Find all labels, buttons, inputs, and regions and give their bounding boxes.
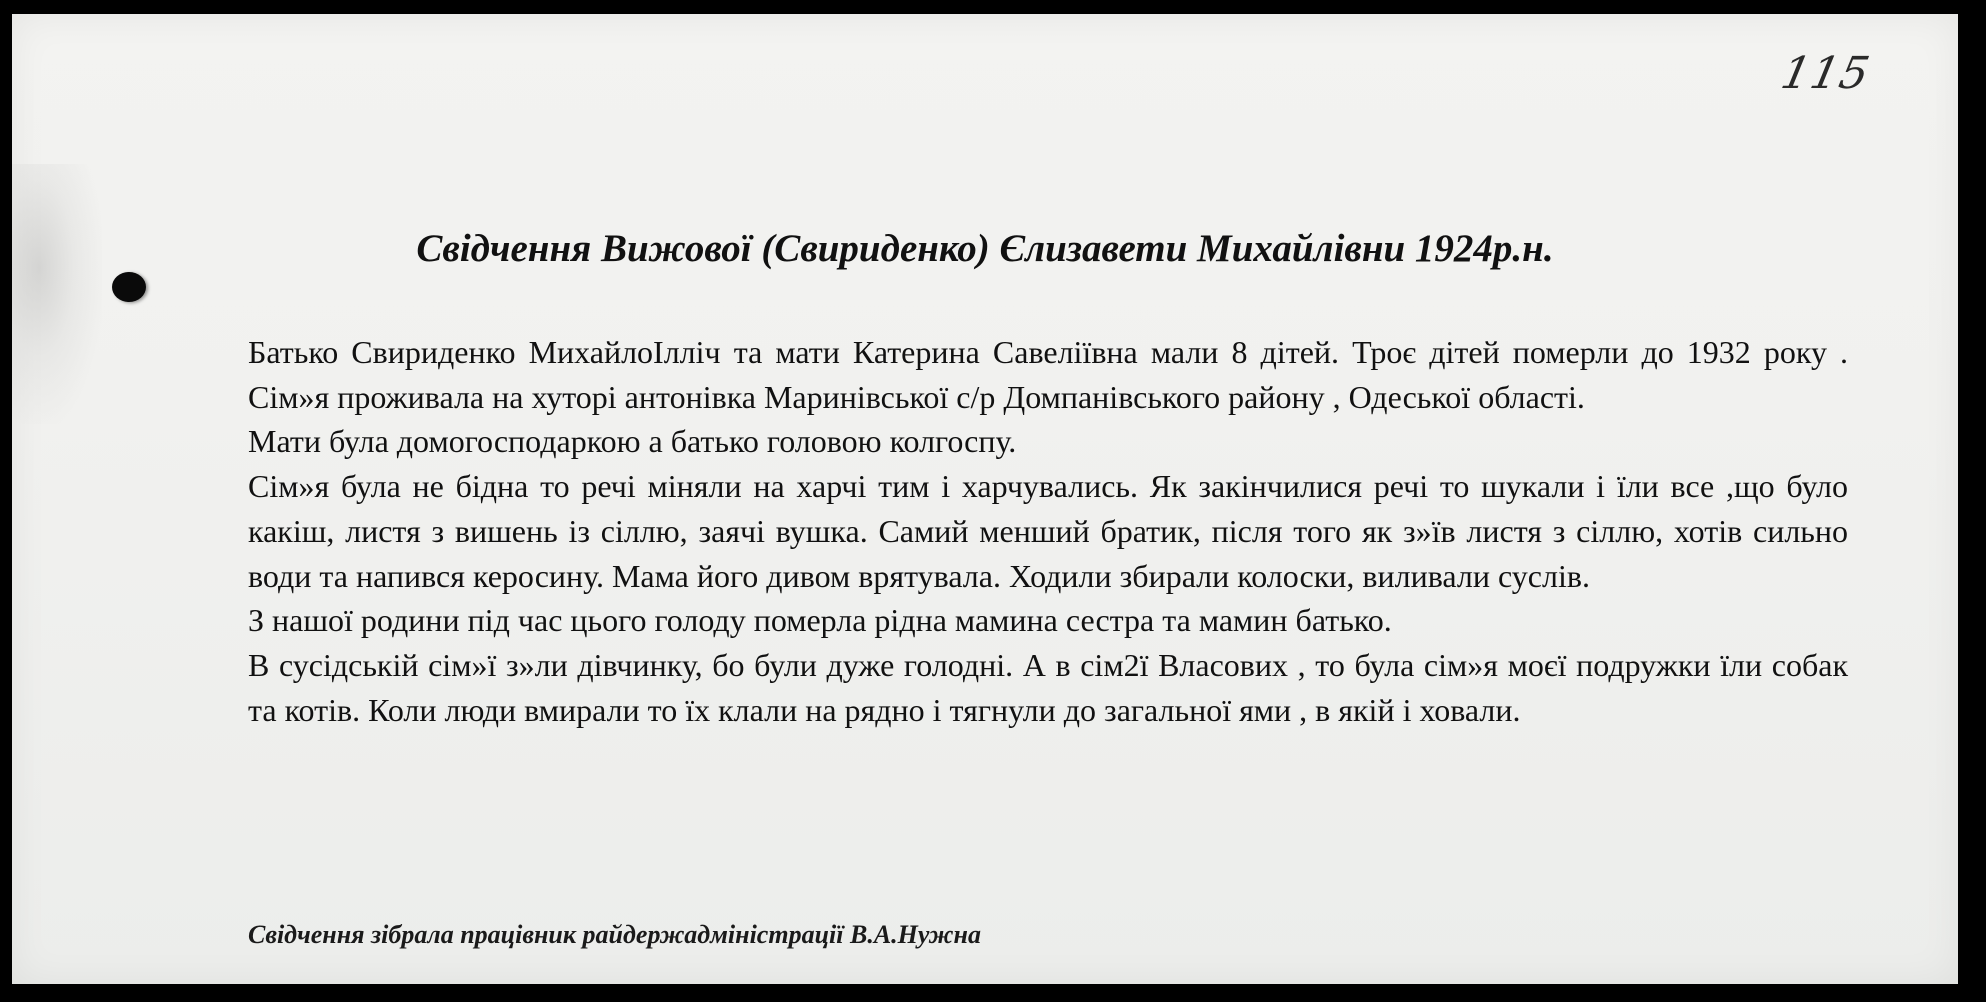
paragraph: З нашої родини під час цього голоду померла рідна мамина сестра та мамин батько.: [248, 602, 1392, 639]
document-title: Свідчення Вижової (Свириденко) Єлизавети Михайлівни 1924р.н.: [416, 227, 1554, 270]
punch-hole: [112, 272, 146, 302]
paragraph: Сім»я була не бідна то речі міняли на харчі тим і харчувались. Як закінчилися речі то шукали і їли все ,що було какіш, листя з вишень із сіллю, заячі вушка. Самий менший братик, після того як з»їв листя з сіллю, хотів сильно води та напився керосину. Мама його дивом врятувала. Ходили збирали колоски, виливали суслів.: [248, 468, 1848, 594]
paper-sheet: [12, 14, 1958, 984]
paragraph: В сусідській сім»ї з»ли дівчинку, бо були дуже голодні. А в сім2ї Власових , то була сім»я моєї подружки їли собак та котів. Коли люди вмирали то їх клали на рядно і тягнули до загальної ями , в якій і ховали.: [248, 646, 1848, 728]
scan-smudge: [12, 164, 102, 424]
collector-signature: Свідчення зібрала працівник райдержадміністрації В.А.Нужна: [248, 920, 981, 949]
paragraph: Батько Свириденко МихайлоІлліч та мати Катерина Савеліївна мали 8 дітей. Троє дітей померли до 1932 року . Сім»я проживала на хуторі антонівка Маринівської с/р Домпанівського району , Одеської області.: [248, 334, 1848, 415]
document-body: [248, 330, 1848, 732]
handwritten-page-number: 115: [1776, 48, 1875, 99]
paragraph: Мати була домогосподаркою а батько головою колгоспу.: [248, 423, 1017, 460]
